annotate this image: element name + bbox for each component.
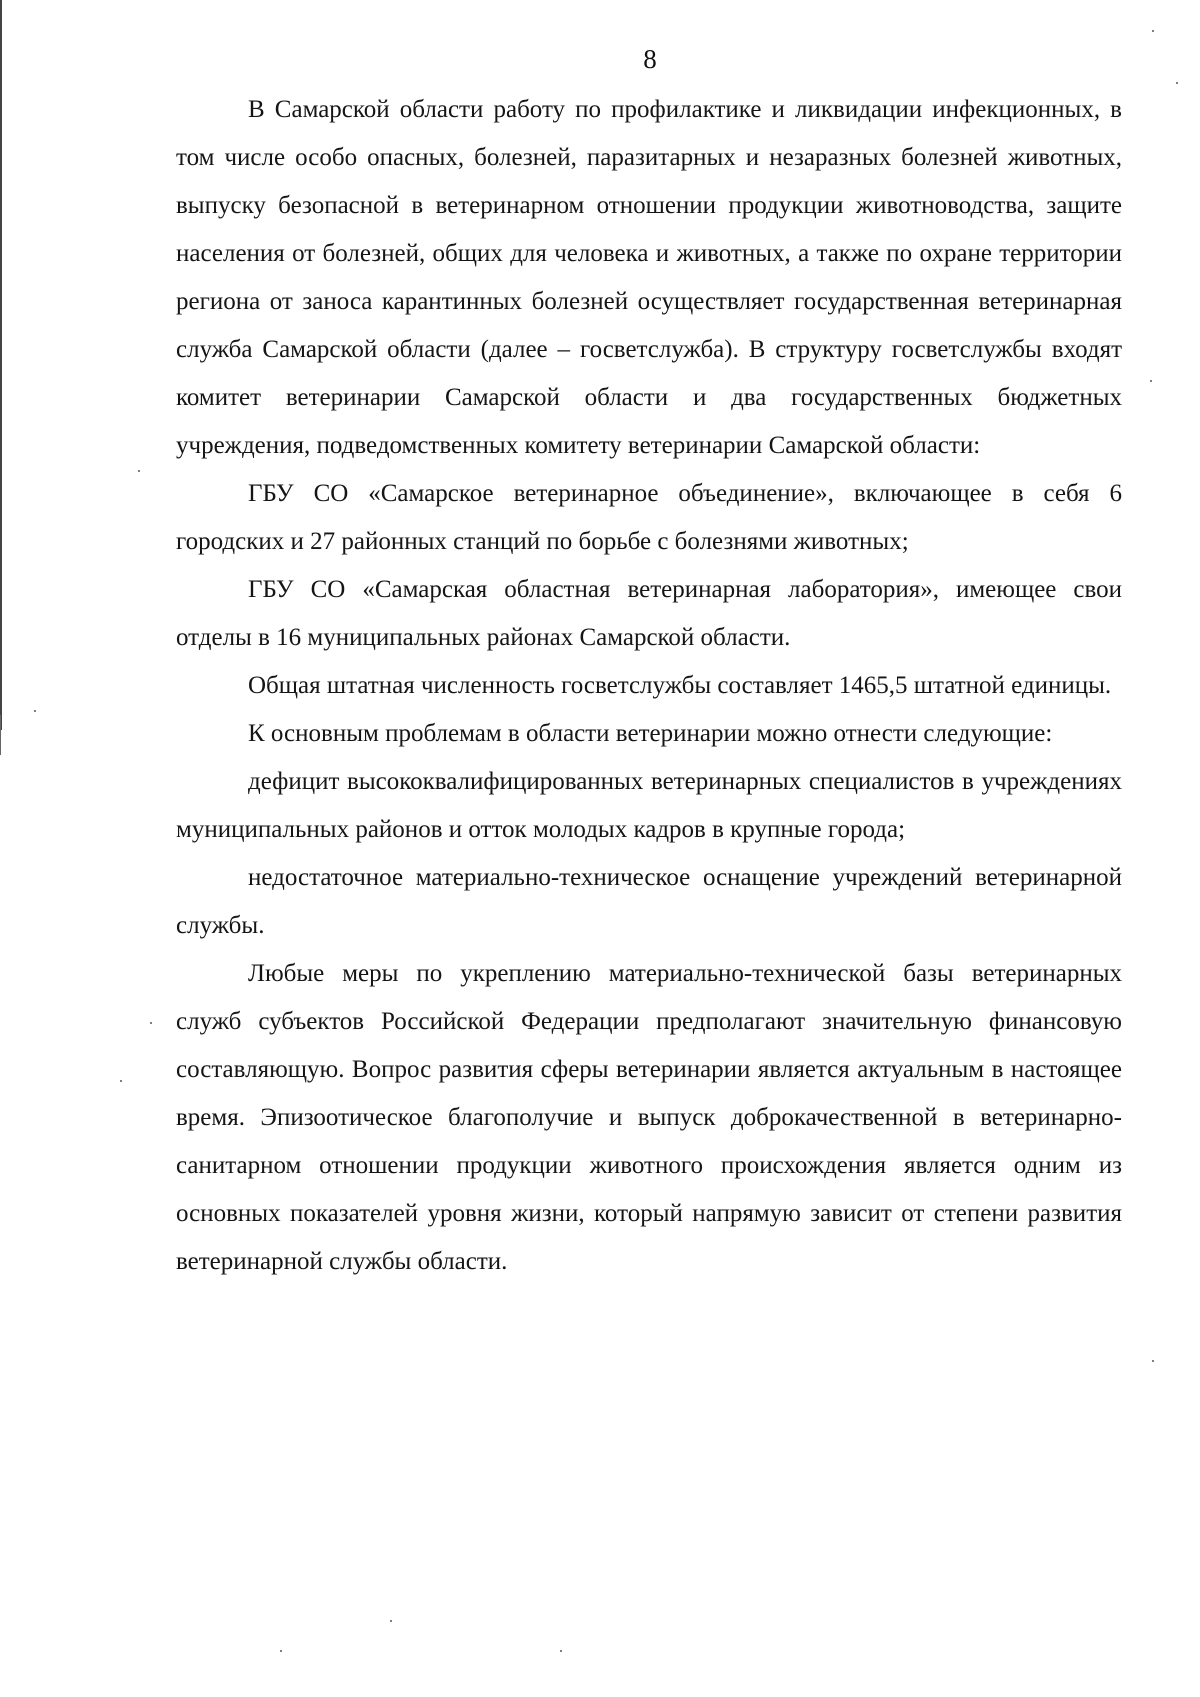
paragraph: Любые меры по укреплению материально-технической базы ветеринарных служб субъектов Российской Федерации предполагают значительную финансовую составляющую. Вопрос развития сферы ветеринарии является актуальным в настоящее время. Эпизоотическое благополучие и выпуск доброкачественной в ветеринарно-санитарном отношении продукции животного происхождения является одним из основных показателей уровня жизни, который напрямую зависит от степени развития ветеринарной службы области. bbox=[176, 960, 1122, 1275]
paragraph: Общая штатная численность госветслужбы составляет 1465,5 штатной единицы. bbox=[248, 672, 1112, 699]
scan-speck bbox=[280, 1650, 282, 1652]
paragraph: ГБУ СО «Самарское ветеринарное объединение», включающее в себя 6 городских и 27 районных станций по борьбе с болезнями животных; bbox=[176, 480, 1122, 555]
body-text bbox=[176, 86, 1122, 1286]
scan-speck bbox=[150, 1022, 152, 1024]
scan-speck bbox=[1152, 30, 1154, 32]
paragraph: дефицит высококвалифицированных ветеринарных специалистов в учреждениях муниципальных районов и отток молодых кадров в крупные города; bbox=[176, 768, 1122, 843]
scan-edge-line bbox=[0, 0, 2, 730]
scan-speck bbox=[34, 710, 36, 712]
page-number: 8 bbox=[643, 44, 657, 74]
scan-speck bbox=[1150, 380, 1152, 382]
paragraph: К основным проблемам в области ветеринарии можно отнести следующие: bbox=[248, 720, 1053, 747]
paragraph: ГБУ СО «Самарская областная ветеринарная лаборатория», имеющее свои отделы в 16 муниципальных районах Самарской области. bbox=[176, 576, 1122, 651]
scan-speck bbox=[390, 1620, 392, 1622]
scan-speck bbox=[1152, 1360, 1154, 1362]
scan-edge-line bbox=[0, 715, 1, 755]
scan-speck bbox=[1176, 82, 1178, 84]
scan-speck bbox=[138, 470, 140, 472]
paragraph: недостаточное материально-техническое оснащение учреждений ветеринарной службы. bbox=[176, 864, 1122, 939]
paragraph: В Самарской области работу по профилактике и ликвидации инфекционных, в том числе особо опасных, болезней, паразитарных и незаразных болезней животных, выпуску безопасной в ветеринарном отношении продукции животноводства, защите населения от болезней, общих для человека и животных, а также по охране территории региона от заноса карантинных болезней осуществляет государственная ветеринарная служба Самарской области (далее – госветслужба). В структуру госветслужбы входят комитет ветеринарии Самарской области и два государственных бюджетных учреждения, подведомственных комитету ветеринарии Самарской области: bbox=[176, 96, 1122, 459]
scan-speck bbox=[560, 1650, 562, 1652]
scan-speck bbox=[120, 1080, 122, 1082]
